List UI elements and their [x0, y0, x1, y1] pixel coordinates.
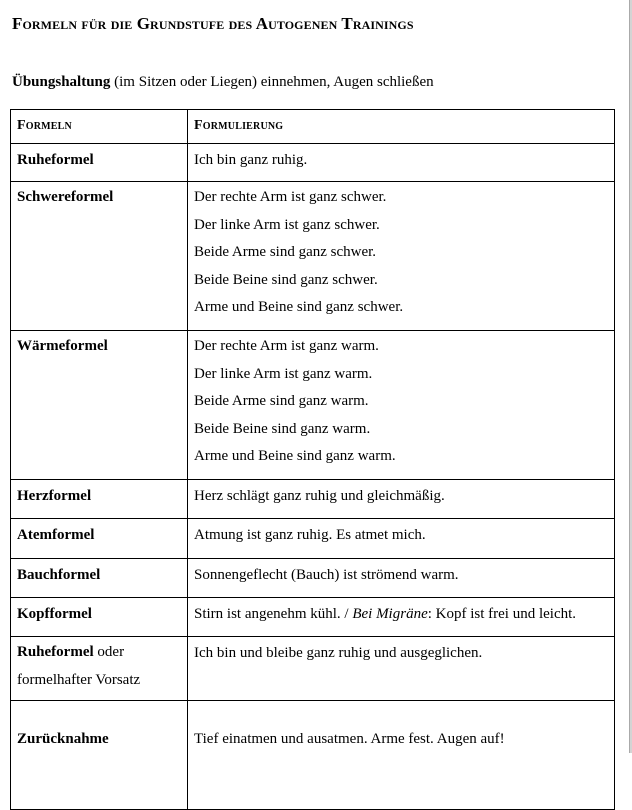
- formula-name: Zurücknahme: [11, 701, 188, 810]
- formula-text: Stirn ist angenehm kühl. / Bei Migräne: Kopf ist frei und leicht.: [188, 598, 615, 637]
- formula-name: Wärmeformel: [11, 331, 188, 480]
- formula-name: Atemformel: [11, 519, 188, 559]
- formula-name: Schwereformel: [11, 182, 188, 331]
- table-row: [11, 559, 615, 598]
- table-row: [11, 480, 615, 519]
- formula-line: Der rechte Arm ist ganz warm.: [194, 338, 379, 354]
- formula-line: Beide Arme sind ganz schwer.: [194, 244, 377, 260]
- table-row: [11, 144, 615, 182]
- formula-line: Der linke Arm ist ganz schwer.: [194, 216, 380, 233]
- table-row: [11, 182, 615, 331]
- table-row: [11, 637, 615, 701]
- formula-line: Beide Beine sind ganz warm.: [194, 420, 371, 437]
- formula-line: Der rechte Arm ist ganz schwer.: [194, 189, 387, 205]
- formula-line: Beide Arme sind ganz warm.: [194, 393, 369, 409]
- formula-text: Atmung ist ganz ruhig. Es atmet mich.: [188, 519, 615, 559]
- formula-line: Beide Beine sind ganz schwer.: [194, 271, 378, 288]
- formula-name: Herzformel: [11, 480, 188, 519]
- page-title: Formeln für die Grundstufe des Autogenen Trainings: [12, 14, 414, 33]
- formula-line: Arme und Beine sind ganz schwer.: [194, 299, 404, 315]
- intro-text: [12, 74, 434, 91]
- formula-line: Arme und Beine sind ganz warm.: [194, 448, 396, 464]
- formula-text: Ich bin ganz ruhig.: [188, 144, 615, 182]
- formula-text: Tief einatmen und ausatmen. Arme fest. Augen auf!: [188, 701, 615, 810]
- formula-name: Kopfformel: [11, 598, 188, 637]
- formula-text: Herz schlägt ganz ruhig und gleichmäßig.: [188, 480, 615, 519]
- migraine-italic: Bei Migräne: [352, 606, 428, 622]
- formula-text: [188, 182, 615, 331]
- formula-name: Bauchformel: [11, 559, 188, 598]
- table-row: [11, 598, 615, 637]
- table-header-row: [11, 110, 615, 144]
- formula-text: Ich bin und bleibe ganz ruhig und ausgeglichen.: [188, 637, 615, 701]
- formula-line: Der linke Arm ist ganz warm.: [194, 365, 373, 382]
- formula-text: [188, 331, 615, 480]
- formula-name: Ruheformel oder formelhafter Vorsatz: [11, 637, 188, 701]
- table-row: [11, 331, 615, 480]
- table-row: [11, 519, 615, 559]
- formula-name: Ruheformel: [11, 144, 188, 182]
- header-formeln: Formeln: [11, 110, 188, 144]
- formula-text: Sonnengeflecht (Bauch) ist strömend warm.: [188, 559, 615, 598]
- table-row: [11, 701, 615, 810]
- intro-bold: Übungshaltung: [12, 74, 111, 90]
- formula-table: [10, 109, 615, 810]
- intro-rest: (im Sitzen oder Liegen) einnehmen, Augen schließen: [110, 74, 434, 90]
- header-formulierung: Formulierung: [188, 110, 615, 144]
